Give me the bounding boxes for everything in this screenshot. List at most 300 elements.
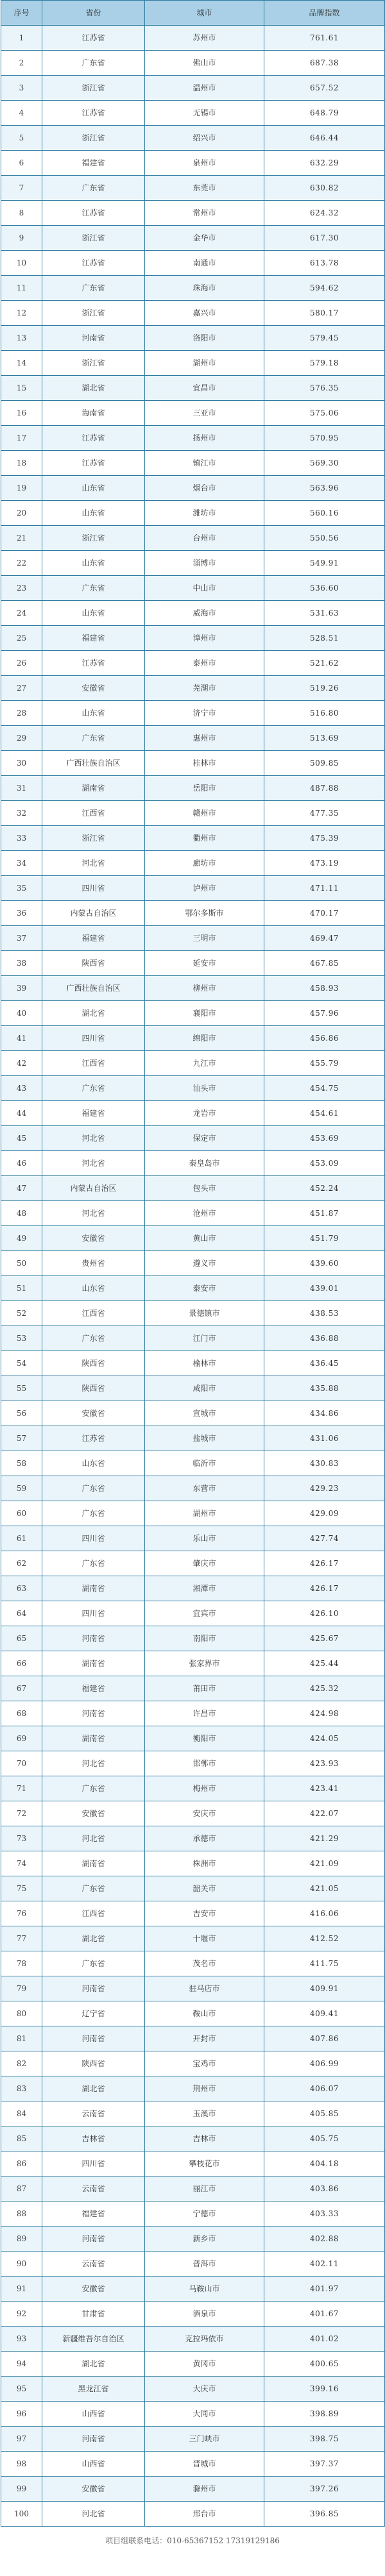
table-row (1, 2176, 385, 2201)
city-cell: 株洲市 (145, 1851, 264, 1876)
province-cell: 河北省 (42, 1201, 145, 1226)
city-cell: 滁州市 (145, 2477, 264, 2502)
province-cell: 山东省 (42, 601, 145, 626)
brand-index-cell: 576.35 (264, 376, 385, 401)
province-cell: 黑龙江省 (42, 2377, 145, 2402)
province-cell: 云南省 (42, 2101, 145, 2126)
province-cell: 四川省 (42, 1026, 145, 1051)
table-row (1, 1526, 385, 1551)
rank-cell: 68 (1, 1701, 42, 1726)
city-cell: 赣州市 (145, 801, 264, 826)
rank-cell: 84 (1, 2101, 42, 2126)
brand-index-cell: 632.29 (264, 151, 385, 176)
city-cell: 邯郸市 (145, 1751, 264, 1776)
city-cell: 攀枝花市 (145, 2151, 264, 2176)
brand-index-cell: 396.85 (264, 2502, 385, 2527)
province-cell: 陕西省 (42, 1351, 145, 1376)
province-cell: 江苏省 (42, 101, 145, 126)
brand-index-cell: 630.82 (264, 176, 385, 201)
brand-index-cell: 451.79 (264, 1226, 385, 1251)
table-row (1, 126, 385, 151)
brand-index-cell: 453.69 (264, 1126, 385, 1151)
table-row (1, 201, 385, 226)
city-cell: 茂名市 (145, 1951, 264, 1976)
rank-cell: 48 (1, 1201, 42, 1226)
city-cell: 韶关市 (145, 1876, 264, 1901)
province-cell: 广东省 (42, 1076, 145, 1101)
table-row (1, 876, 385, 901)
city-cell: 绍兴市 (145, 126, 264, 151)
header-index: 序号 (1, 1, 42, 26)
table-row (1, 1951, 385, 1976)
table-row (1, 1351, 385, 1376)
brand-index-cell: 423.41 (264, 1776, 385, 1801)
rank-cell: 35 (1, 876, 42, 901)
city-cell: 芜湖市 (145, 676, 264, 701)
table-row (1, 376, 385, 401)
city-cell: 襄阳市 (145, 1001, 264, 1026)
province-cell: 福建省 (42, 151, 145, 176)
province-cell: 广东省 (42, 576, 145, 601)
province-cell: 河南省 (42, 2427, 145, 2452)
rank-cell: 12 (1, 301, 42, 326)
rank-cell: 14 (1, 351, 42, 376)
city-cell: 岳阳市 (145, 776, 264, 801)
rank-cell: 31 (1, 776, 42, 801)
city-cell: 开封市 (145, 2026, 264, 2051)
table-row (1, 2452, 385, 2477)
header-row (1, 1, 385, 26)
city-cell: 湘潭市 (145, 1576, 264, 1601)
brand-index-cell: 398.75 (264, 2427, 385, 2452)
city-cell: 包头市 (145, 1176, 264, 1201)
province-cell: 广西壮族自治区 (42, 976, 145, 1001)
province-cell: 江苏省 (42, 201, 145, 226)
province-cell: 河北省 (42, 1751, 145, 1776)
brand-index-cell: 425.44 (264, 1651, 385, 1676)
city-cell: 普洱市 (145, 2252, 264, 2277)
city-cell: 保定市 (145, 1126, 264, 1151)
rank-cell: 56 (1, 1401, 42, 1426)
brand-index-cell: 452.24 (264, 1176, 385, 1201)
table-row (1, 501, 385, 526)
brand-index-cell: 454.75 (264, 1076, 385, 1101)
rank-cell: 5 (1, 126, 42, 151)
rank-cell: 32 (1, 801, 42, 826)
table-row (1, 2026, 385, 2051)
rank-cell: 96 (1, 2402, 42, 2427)
city-cell: 咸阳市 (145, 1376, 264, 1401)
province-cell: 浙江省 (42, 301, 145, 326)
brand-index-cell: 436.88 (264, 1326, 385, 1351)
table-row (1, 1201, 385, 1226)
province-cell: 四川省 (42, 2151, 145, 2176)
province-cell: 新疆维吾尔自治区 (42, 2327, 145, 2352)
city-cell: 嘉兴市 (145, 301, 264, 326)
province-cell: 江西省 (42, 1301, 145, 1326)
province-cell: 河南省 (42, 326, 145, 351)
table-row (1, 26, 385, 51)
brand-index-cell: 404.18 (264, 2151, 385, 2176)
province-cell: 河北省 (42, 851, 145, 876)
table-row (1, 601, 385, 626)
brand-index-cell: 406.07 (264, 2076, 385, 2101)
rank-cell: 7 (1, 176, 42, 201)
rank-cell: 25 (1, 626, 42, 651)
province-cell: 山东省 (42, 551, 145, 576)
table-row (1, 1376, 385, 1401)
table-row (1, 1576, 385, 1601)
table-row (1, 2352, 385, 2377)
province-cell: 福建省 (42, 1101, 145, 1126)
contact-footer: 项目组联系电话：010-65367152 17319129186 (105, 2536, 280, 2545)
rank-cell: 86 (1, 2151, 42, 2176)
table-row (1, 2377, 385, 2402)
table-row (1, 2001, 385, 2026)
rank-cell: 75 (1, 1876, 42, 1901)
province-cell: 陕西省 (42, 2051, 145, 2076)
city-cell: 鞍山市 (145, 2001, 264, 2026)
brand-index-cell: 579.45 (264, 326, 385, 351)
city-cell: 宜宾市 (145, 1601, 264, 1626)
brand-index-cell: 516.80 (264, 701, 385, 726)
brand-index-cell: 594.62 (264, 276, 385, 301)
rank-cell: 74 (1, 1851, 42, 1876)
table-row (1, 301, 385, 326)
rank-cell: 6 (1, 151, 42, 176)
city-cell: 温州市 (145, 76, 264, 101)
brand-index-cell: 657.52 (264, 76, 385, 101)
city-cell: 盐城市 (145, 1426, 264, 1451)
brand-index-cell: 430.83 (264, 1451, 385, 1476)
table-row (1, 1226, 385, 1251)
brand-index-cell: 451.87 (264, 1201, 385, 1226)
table-row (1, 851, 385, 876)
brand-index-cell: 470.17 (264, 901, 385, 926)
table-row (1, 2151, 385, 2176)
table-row (1, 1451, 385, 1476)
rank-cell: 19 (1, 476, 42, 501)
province-cell: 湖北省 (42, 2076, 145, 2101)
table-row (1, 551, 385, 576)
brand-index-cell: 424.98 (264, 1701, 385, 1726)
city-cell: 衢州市 (145, 826, 264, 851)
rank-cell: 18 (1, 451, 42, 476)
brand-index-cell: 409.41 (264, 2001, 385, 2026)
table-row (1, 1401, 385, 1426)
province-cell: 广东省 (42, 1776, 145, 1801)
brand-index-cell: 646.44 (264, 126, 385, 151)
brand-index-cell: 570.95 (264, 426, 385, 451)
brand-index-cell: 423.93 (264, 1751, 385, 1776)
rank-cell: 98 (1, 2452, 42, 2477)
city-cell: 景德镇市 (145, 1301, 264, 1326)
table-row (1, 1726, 385, 1751)
city-cell: 无锡市 (145, 101, 264, 126)
rank-cell: 28 (1, 701, 42, 726)
brand-index-cell: 427.74 (264, 1526, 385, 1551)
rank-cell: 85 (1, 2126, 42, 2151)
table-row (1, 1601, 385, 1626)
table-row (1, 2252, 385, 2277)
province-cell: 福建省 (42, 926, 145, 951)
province-cell: 浙江省 (42, 226, 145, 251)
table-row (1, 2051, 385, 2076)
rank-cell: 10 (1, 251, 42, 276)
rank-cell: 57 (1, 1426, 42, 1451)
rank-cell: 22 (1, 551, 42, 576)
brand-index-cell: 426.10 (264, 1601, 385, 1626)
province-cell: 内蒙古自治区 (42, 901, 145, 926)
province-cell: 河南省 (42, 2026, 145, 2051)
province-cell: 湖南省 (42, 776, 145, 801)
province-cell: 河北省 (42, 1151, 145, 1176)
rank-cell: 21 (1, 526, 42, 551)
brand-index-cell: 528.51 (264, 626, 385, 651)
city-cell: 柳州市 (145, 976, 264, 1001)
brand-index-cell: 473.19 (264, 851, 385, 876)
province-cell: 湖北省 (42, 376, 145, 401)
province-cell: 江苏省 (42, 651, 145, 676)
table-row (1, 1826, 385, 1851)
province-cell: 山东省 (42, 476, 145, 501)
table-row (1, 2277, 385, 2302)
city-cell: 南阳市 (145, 1626, 264, 1651)
brand-index-cell: 416.06 (264, 1901, 385, 1926)
brand-index-cell: 435.88 (264, 1376, 385, 1401)
brand-index-cell: 513.69 (264, 726, 385, 751)
city-cell: 张家界市 (145, 1651, 264, 1676)
city-cell: 延安市 (145, 951, 264, 976)
table-row (1, 1126, 385, 1151)
brand-index-cell: 409.91 (264, 1976, 385, 2001)
rank-cell: 94 (1, 2352, 42, 2377)
rank-cell: 79 (1, 1976, 42, 2001)
table-row (1, 1176, 385, 1201)
table-row (1, 226, 385, 251)
rank-cell: 40 (1, 1001, 42, 1026)
brand-index-cell: 456.86 (264, 1026, 385, 1051)
rank-cell: 38 (1, 951, 42, 976)
province-cell: 云南省 (42, 2252, 145, 2277)
city-cell: 济宁市 (145, 701, 264, 726)
brand-index-cell: 426.17 (264, 1551, 385, 1576)
city-cell: 惠州市 (145, 726, 264, 751)
table-body (1, 26, 385, 2527)
rank-cell: 81 (1, 2026, 42, 2051)
brand-index-cell: 575.06 (264, 401, 385, 426)
table-row (1, 1751, 385, 1776)
brand-index-cell: 421.29 (264, 1826, 385, 1851)
province-cell: 山东省 (42, 501, 145, 526)
city-cell: 吉林市 (145, 2126, 264, 2151)
province-cell: 福建省 (42, 2201, 145, 2227)
city-cell: 金华市 (145, 226, 264, 251)
rank-cell: 11 (1, 276, 42, 301)
table-row (1, 926, 385, 951)
brand-index-cell: 425.67 (264, 1626, 385, 1651)
brand-index-cell: 458.93 (264, 976, 385, 1001)
rank-cell: 36 (1, 901, 42, 926)
city-cell: 丽江市 (145, 2176, 264, 2201)
brand-index-cell: 439.01 (264, 1276, 385, 1301)
city-cell: 东莞市 (145, 176, 264, 201)
rank-cell: 42 (1, 1051, 42, 1076)
city-cell: 珠海市 (145, 276, 264, 301)
province-cell: 江苏省 (42, 26, 145, 51)
table-row (1, 1001, 385, 1026)
table-row (1, 526, 385, 551)
rank-cell: 52 (1, 1301, 42, 1326)
city-cell: 玉溪市 (145, 2101, 264, 2126)
province-cell: 安徽省 (42, 2277, 145, 2302)
brand-index-cell: 560.16 (264, 501, 385, 526)
city-cell: 衡阳市 (145, 1726, 264, 1751)
city-cell: 乐山市 (145, 1526, 264, 1551)
brand-index-cell: 617.30 (264, 226, 385, 251)
province-cell: 湖北省 (42, 1926, 145, 1951)
rank-cell: 39 (1, 976, 42, 1001)
brand-index-cell: 425.32 (264, 1676, 385, 1701)
city-cell: 三明市 (145, 926, 264, 951)
table-row (1, 801, 385, 826)
city-cell: 漳州市 (145, 626, 264, 651)
city-cell: 常州市 (145, 201, 264, 226)
rank-cell: 67 (1, 1676, 42, 1701)
rank-cell: 41 (1, 1026, 42, 1051)
brand-index-cell: 761.61 (264, 26, 385, 51)
city-cell: 威海市 (145, 601, 264, 626)
brand-index-cell: 531.63 (264, 601, 385, 626)
rank-cell: 24 (1, 601, 42, 626)
rank-cell: 73 (1, 1826, 42, 1851)
table-row (1, 651, 385, 676)
city-cell: 宜昌市 (145, 376, 264, 401)
rank-cell: 30 (1, 751, 42, 776)
rank-cell: 46 (1, 1151, 42, 1176)
rank-cell: 60 (1, 1501, 42, 1526)
table-row (1, 276, 385, 301)
brand-index-cell: 421.05 (264, 1876, 385, 1901)
province-cell: 江苏省 (42, 1426, 145, 1451)
brand-index-cell: 436.45 (264, 1351, 385, 1376)
rank-cell: 43 (1, 1076, 42, 1101)
brand-index-cell: 509.85 (264, 751, 385, 776)
brand-index-cell: 424.05 (264, 1726, 385, 1751)
rank-cell: 9 (1, 226, 42, 251)
rank-cell: 82 (1, 2051, 42, 2076)
brand-index-cell: 397.26 (264, 2477, 385, 2502)
brand-index-cell: 477.35 (264, 801, 385, 826)
rank-cell: 8 (1, 201, 42, 226)
brand-index-cell: 397.37 (264, 2452, 385, 2477)
brand-index-cell: 406.99 (264, 2051, 385, 2076)
table-row (1, 1876, 385, 1901)
brand-index-cell: 454.61 (264, 1101, 385, 1126)
province-cell: 陕西省 (42, 1376, 145, 1401)
table-row (1, 351, 385, 376)
province-cell: 江西省 (42, 1051, 145, 1076)
table-row (1, 2502, 385, 2527)
brand-index-cell: 434.86 (264, 1401, 385, 1426)
province-cell: 江苏省 (42, 251, 145, 276)
rank-cell: 89 (1, 2227, 42, 2252)
province-cell: 云南省 (42, 2176, 145, 2201)
table-row (1, 1626, 385, 1651)
brand-index-cell: 536.60 (264, 576, 385, 601)
province-cell: 福建省 (42, 626, 145, 651)
province-cell: 河南省 (42, 1976, 145, 2001)
rank-cell: 51 (1, 1276, 42, 1301)
province-cell: 福建省 (42, 1676, 145, 1701)
brand-index-cell: 401.97 (264, 2277, 385, 2302)
province-cell: 陕西省 (42, 951, 145, 976)
city-cell: 黄山市 (145, 1226, 264, 1251)
table-row (1, 476, 385, 501)
city-cell: 烟台市 (145, 476, 264, 501)
city-brand-index-table (1, 0, 385, 2527)
brand-index-cell: 648.79 (264, 101, 385, 126)
province-cell: 浙江省 (42, 76, 145, 101)
rank-cell: 63 (1, 1576, 42, 1601)
rank-cell: 83 (1, 2076, 42, 2101)
city-cell: 沧州市 (145, 1201, 264, 1226)
rank-cell: 45 (1, 1126, 42, 1151)
table-row (1, 2402, 385, 2427)
table-row (1, 776, 385, 801)
table-row (1, 826, 385, 851)
table-row (1, 1276, 385, 1301)
brand-index-cell: 426.17 (264, 1576, 385, 1601)
brand-index-cell: 549.91 (264, 551, 385, 576)
city-cell: 台州市 (145, 526, 264, 551)
province-cell: 江苏省 (42, 451, 145, 476)
table-row (1, 701, 385, 726)
city-cell: 扬州市 (145, 426, 264, 451)
city-cell: 大庆市 (145, 2377, 264, 2402)
province-cell: 广西壮族自治区 (42, 751, 145, 776)
brand-index-cell: 412.52 (264, 1926, 385, 1951)
city-cell: 马鞍山市 (145, 2277, 264, 2302)
rank-cell: 44 (1, 1101, 42, 1126)
province-cell: 广东省 (42, 1951, 145, 1976)
city-cell: 承德市 (145, 1826, 264, 1851)
table-row (1, 2477, 385, 2502)
table-row (1, 2227, 385, 2252)
brand-index-cell: 403.33 (264, 2201, 385, 2227)
province-cell: 广东省 (42, 1476, 145, 1501)
table-row (1, 1551, 385, 1576)
city-cell: 三门峡市 (145, 2427, 264, 2452)
city-cell: 克拉玛依市 (145, 2327, 264, 2352)
rank-cell: 91 (1, 2277, 42, 2302)
brand-index-cell: 453.09 (264, 1151, 385, 1176)
rank-cell: 88 (1, 2201, 42, 2227)
province-cell: 广东省 (42, 276, 145, 301)
city-cell: 中山市 (145, 576, 264, 601)
province-cell: 河南省 (42, 1701, 145, 1726)
brand-index-cell: 401.02 (264, 2327, 385, 2352)
province-cell: 安徽省 (42, 676, 145, 701)
rank-cell: 100 (1, 2502, 42, 2527)
city-cell: 吉安市 (145, 1901, 264, 1926)
province-cell: 江西省 (42, 1901, 145, 1926)
table-row (1, 251, 385, 276)
rank-cell: 62 (1, 1551, 42, 1576)
province-cell: 山东省 (42, 701, 145, 726)
table-row (1, 1801, 385, 1826)
province-cell: 海南省 (42, 401, 145, 426)
